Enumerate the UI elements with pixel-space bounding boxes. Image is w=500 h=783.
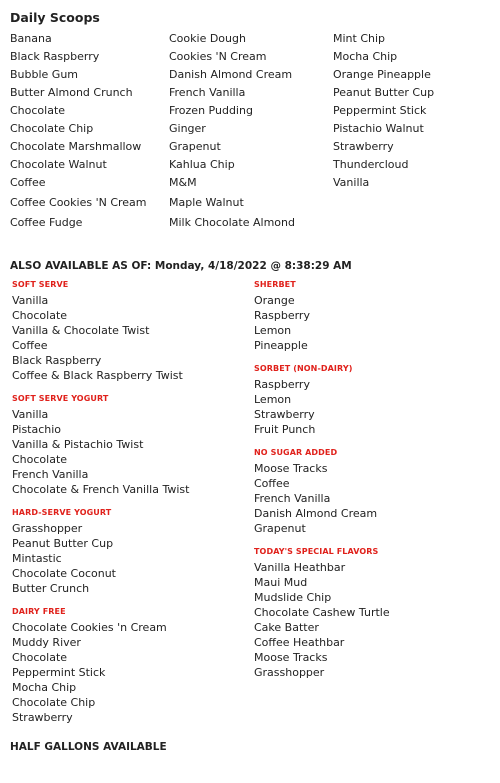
section-soft-serve-yogurt [12, 394, 189, 497]
flavor-item: Vanilla Heathbar [254, 561, 346, 574]
section-dairy-free [12, 607, 189, 725]
daily-flavor: Peanut Butter Cup [333, 86, 435, 99]
section-soft-serve [12, 280, 189, 383]
section-hard-serve-yogurt [12, 508, 189, 596]
daily-flavor: French Vanilla [169, 86, 246, 99]
flavor-item: Chocolate Coconut [12, 567, 116, 580]
flavor-item: Grasshopper [12, 522, 83, 535]
daily-flavor: Chocolate Marshmallow [10, 140, 142, 153]
flavor-item: Peppermint Stick [12, 666, 106, 679]
flavor-item: Mintastic [12, 552, 62, 565]
flavor-item: Coffee Heathbar [254, 636, 345, 649]
daily-flavor: Kahlua Chip [169, 158, 235, 171]
flavor-item: Butter Crunch [12, 582, 90, 595]
flavor-item: Chocolate [12, 651, 68, 664]
section-heading: HARD-SERVE YOGURT [12, 508, 112, 517]
flavor-item: Chocolate [12, 309, 68, 322]
daily-flavor: Chocolate Chip [10, 122, 94, 135]
flavor-item: Chocolate Cashew Turtle [254, 606, 390, 619]
flavor-item: Chocolate & French Vanilla Twist [12, 483, 190, 496]
flavor-item: Chocolate [12, 453, 68, 466]
daily-scoops-title: Daily Scoops [10, 10, 100, 25]
section-heading: SOFT SERVE YOGURT [12, 394, 109, 403]
flavor-item: Raspberry [254, 309, 310, 322]
flavor-item: Coffee [254, 477, 290, 490]
flavor-item: Coffee [12, 339, 48, 352]
daily-flavor: Banana [10, 32, 52, 45]
flavor-item: Vanilla & Chocolate Twist [12, 324, 150, 337]
flavor-item: Pineapple [254, 339, 308, 352]
section-heading: TODAY'S SPECIAL FLAVORS [254, 547, 379, 556]
flavor-item: Vanilla [12, 408, 49, 421]
daily-flavor: M&M [169, 176, 197, 189]
section-todays-special-flavors [254, 547, 390, 680]
flavor-item: Muddy River [12, 636, 81, 649]
daily-flavor: Mocha Chip [333, 50, 398, 63]
flavor-item: Chocolate Chip [12, 696, 96, 709]
daily-flavor: Coffee Fudge [10, 216, 83, 229]
flavor-item: Grapenut [254, 522, 306, 535]
flavor-item: Orange [254, 294, 295, 307]
daily-flavor: Frozen Pudding [169, 104, 253, 117]
section-heading: SHERBET [254, 280, 296, 289]
flavor-item: Cake Batter [254, 621, 319, 634]
daily-flavor: Coffee [10, 176, 46, 189]
section-heading: NO SUGAR ADDED [254, 448, 338, 457]
also-available-title: ALSO AVAILABLE AS OF: Monday, 4/18/2022 @ 8:38:29 AM [10, 260, 352, 272]
daily-scoops-column-2 [169, 30, 295, 232]
flavor-item: Lemon [254, 393, 292, 406]
flavor-item: Peanut Butter Cup [12, 537, 114, 550]
daily-flavor: Black Raspberry [10, 50, 100, 63]
flavor-item: Vanilla & Pistachio Twist [12, 438, 144, 451]
daily-scoops-column-3 [333, 30, 434, 192]
flavor-item: Pistachio [12, 423, 62, 436]
daily-flavor: Vanilla [333, 176, 370, 189]
flavor-item: Black Raspberry [12, 354, 102, 367]
section-sorbet-non-dairy [254, 364, 390, 437]
flavor-item: Lemon [254, 324, 292, 337]
daily-flavor: Peppermint Stick [333, 104, 427, 117]
flavor-item: Vanilla [12, 294, 49, 307]
flavor-item: Grasshopper [254, 666, 325, 679]
daily-flavor: Cookie Dough [169, 32, 246, 45]
left-flavor-column [12, 280, 189, 736]
daily-flavor: Thundercloud [333, 158, 409, 171]
daily-flavor: Chocolate [10, 104, 66, 117]
flavor-item: Moose Tracks [254, 651, 328, 664]
section-heading: SORBET (NON-DAIRY) [254, 364, 353, 373]
flavor-item: Raspberry [254, 378, 310, 391]
flavor-item: Maui Mud [254, 576, 308, 589]
daily-flavor: Coffee Cookies 'N Cream [10, 196, 147, 209]
daily-flavor: Butter Almond Crunch [10, 86, 133, 99]
daily-flavor: Cookies 'N Cream [169, 50, 267, 63]
daily-scoops-column-1 [10, 30, 147, 232]
half-gallons-title: HALF GALLONS AVAILABLE [10, 741, 167, 753]
flavor-item: French Vanilla [12, 468, 89, 481]
flavor-item: Moose Tracks [254, 462, 328, 475]
section-heading: SOFT SERVE [12, 280, 69, 289]
section-no-sugar-added [254, 448, 390, 536]
daily-flavor: Strawberry [333, 140, 394, 153]
daily-flavor: Danish Almond Cream [169, 68, 293, 81]
daily-flavor: Chocolate Walnut [10, 158, 107, 171]
daily-flavor: Bubble Gum [10, 68, 79, 81]
flavor-item: Strawberry [254, 408, 315, 421]
flavor-item: Chocolate Cookies 'n Cream [12, 621, 167, 634]
flavor-item: Mudslide Chip [254, 591, 332, 604]
flavor-item: Strawberry [12, 711, 73, 724]
daily-flavor: Grapenut [169, 140, 221, 153]
daily-flavor: Mint Chip [333, 32, 386, 45]
daily-flavor: Orange Pineapple [333, 68, 431, 81]
flavor-item: Danish Almond Cream [254, 507, 378, 520]
flavor-item: French Vanilla [254, 492, 331, 505]
daily-flavor: Milk Chocolate Almond [169, 216, 295, 229]
daily-flavor: Pistachio Walnut [333, 122, 424, 135]
right-flavor-column [254, 280, 390, 691]
flavor-item: Coffee & Black Raspberry Twist [12, 369, 183, 382]
section-heading: DAIRY FREE [12, 607, 66, 616]
section-sherbet [254, 280, 390, 353]
daily-flavor: Maple Walnut [169, 196, 244, 209]
flavor-item: Mocha Chip [12, 681, 77, 694]
daily-flavor: Ginger [169, 122, 206, 135]
flavor-item: Fruit Punch [254, 423, 316, 436]
